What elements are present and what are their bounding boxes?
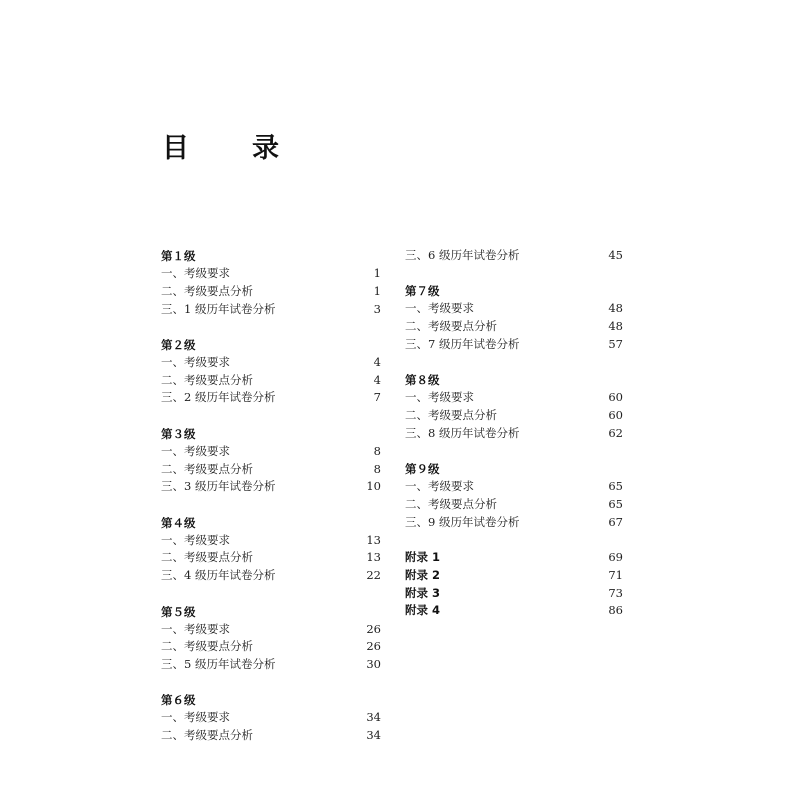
entry-page-number: 22	[366, 568, 381, 583]
toc-entry[interactable]	[161, 638, 381, 656]
toc-entry[interactable]	[161, 532, 381, 550]
toc-section	[405, 460, 623, 531]
entry-label: 二、考级要点分析	[161, 728, 253, 743]
toc-entry[interactable]	[161, 621, 381, 639]
entry-page-number: 60	[608, 390, 623, 405]
toc-entry[interactable]	[161, 443, 381, 461]
entry-page-number: 7	[373, 390, 381, 405]
entry-page-number: 65	[608, 479, 623, 494]
toc-entry[interactable]	[405, 318, 623, 336]
toc-entry[interactable]	[405, 389, 623, 407]
entry-label: 二、考级要点分析	[161, 550, 253, 565]
entry-label: 一、考级要求	[161, 266, 230, 280]
entry-label: 三、8 级历年试卷分析	[405, 425, 520, 440]
entry-page-number: 48	[608, 319, 623, 334]
entry-label: 二、考级要点分析	[161, 372, 253, 387]
page-title: 目 录	[162, 133, 297, 164]
entry-label: 二、考级要点分析	[405, 496, 497, 511]
entry-page-number: 48	[608, 301, 623, 316]
toc-entry[interactable]	[161, 567, 381, 585]
section-heading: 第８级	[405, 373, 440, 388]
toc-left-column	[161, 247, 381, 745]
entry-page-number: 67	[608, 514, 623, 529]
toc-entry[interactable]	[161, 709, 381, 727]
entry-label: 一、考级要求	[405, 479, 474, 494]
appendix-entry[interactable]	[405, 549, 623, 567]
toc-entry[interactable]	[405, 247, 623, 265]
toc-entry[interactable]	[161, 727, 381, 745]
entry-page-number: 8	[373, 461, 381, 476]
entry-page-number: 3	[373, 301, 381, 316]
entry-page-number: 13	[366, 532, 381, 547]
toc-section	[161, 425, 381, 496]
toc-entry[interactable]	[405, 407, 623, 425]
toc-right-column	[405, 247, 623, 620]
entry-page-number: 13	[366, 550, 381, 565]
entry-label: 二、考级要点分析	[405, 407, 497, 422]
section-heading: 第９级	[405, 462, 440, 477]
entry-page-number: 26	[366, 639, 381, 654]
entry-page-number: 45	[608, 248, 623, 262]
entry-page-number: 10	[366, 479, 381, 494]
entry-page-number: 60	[608, 407, 623, 422]
toc-section	[405, 371, 623, 442]
entry-page-number: 86	[608, 603, 623, 618]
toc-entry[interactable]	[405, 300, 623, 318]
section-heading: 第２级	[161, 337, 196, 352]
entry-page-number: 62	[608, 425, 623, 440]
entry-page-number: 71	[608, 567, 623, 582]
appendix-entry[interactable]	[405, 567, 623, 585]
entry-page-number: 69	[608, 549, 623, 564]
entry-label: 二、考级要点分析	[161, 283, 253, 298]
toc-section	[161, 336, 381, 407]
toc-entry[interactable]	[161, 301, 381, 319]
toc-entry[interactable]	[405, 496, 623, 514]
entry-page-number: 4	[373, 372, 381, 387]
entry-page-number: 1	[373, 283, 381, 298]
entry-label: 一、考级要求	[405, 390, 474, 405]
appendix-label: 附录 2	[405, 567, 441, 582]
entry-page-number: 34	[366, 728, 381, 743]
appendix-label: 附录 4	[405, 603, 441, 618]
appendix-entry[interactable]	[405, 602, 623, 620]
toc-entry[interactable]	[161, 265, 381, 283]
toc-section	[405, 282, 623, 353]
section-heading: 第５级	[161, 604, 196, 619]
entry-label: 三、9 级历年试卷分析	[405, 514, 520, 529]
appendix-section	[405, 549, 623, 620]
entry-page-number: 57	[608, 336, 623, 351]
toc-section	[161, 247, 381, 318]
toc-entry[interactable]	[161, 283, 381, 301]
entry-page-number: 4	[373, 354, 381, 369]
appendix-entry[interactable]	[405, 585, 623, 603]
section-heading: 第１级	[161, 249, 196, 263]
appendix-label: 附录 3	[405, 585, 441, 600]
entry-label: 二、考级要点分析	[161, 639, 253, 654]
entry-page-number: 1	[373, 266, 381, 280]
toc-entry[interactable]	[161, 372, 381, 390]
toc-entry[interactable]	[161, 461, 381, 479]
entry-page-number: 26	[366, 621, 381, 636]
toc-entry[interactable]	[161, 656, 381, 674]
entry-page-number: 30	[366, 657, 381, 672]
entry-label: 三、4 级历年试卷分析	[161, 568, 276, 583]
entry-label: 一、考级要求	[161, 710, 230, 725]
toc-section	[161, 514, 381, 585]
entry-page-number: 65	[608, 496, 623, 511]
entry-label: 三、3 级历年试卷分析	[161, 479, 276, 494]
entry-label: 一、考级要求	[161, 354, 230, 369]
toc-entry[interactable]	[405, 514, 623, 532]
toc-section	[405, 247, 623, 265]
entry-label: 三、2 级历年试卷分析	[161, 390, 276, 405]
toc-entry[interactable]	[405, 425, 623, 443]
entry-label: 三、7 级历年试卷分析	[405, 336, 520, 351]
toc-section	[161, 691, 381, 745]
toc-entry[interactable]	[405, 478, 623, 496]
entry-label: 二、考级要点分析	[161, 461, 253, 476]
section-heading: 第６级	[161, 693, 196, 708]
toc-entry[interactable]	[161, 549, 381, 567]
toc-entry[interactable]	[161, 478, 381, 496]
toc-entry[interactable]	[161, 389, 381, 407]
entry-label: 三、5 级历年试卷分析	[161, 657, 276, 672]
section-heading: 第４级	[161, 515, 196, 530]
entry-label: 三、6 级历年试卷分析	[405, 248, 520, 262]
section-heading: 第３级	[161, 426, 196, 441]
toc-section	[161, 603, 381, 674]
entry-label: 一、考级要求	[161, 532, 230, 547]
entry-label: 三、1 级历年试卷分析	[161, 301, 276, 316]
entry-page-number: 34	[366, 710, 381, 725]
section-heading: 第７级	[405, 284, 440, 299]
entry-label: 一、考级要求	[161, 621, 230, 636]
entry-label: 二、考级要点分析	[405, 319, 497, 334]
toc-entry[interactable]	[161, 354, 381, 372]
entry-page-number: 8	[373, 443, 381, 458]
entry-label: 一、考级要求	[405, 301, 474, 316]
entry-label: 一、考级要求	[161, 443, 230, 458]
appendix-label: 附录 1	[405, 549, 441, 564]
toc-entry[interactable]	[405, 336, 623, 354]
entry-page-number: 73	[608, 585, 623, 600]
